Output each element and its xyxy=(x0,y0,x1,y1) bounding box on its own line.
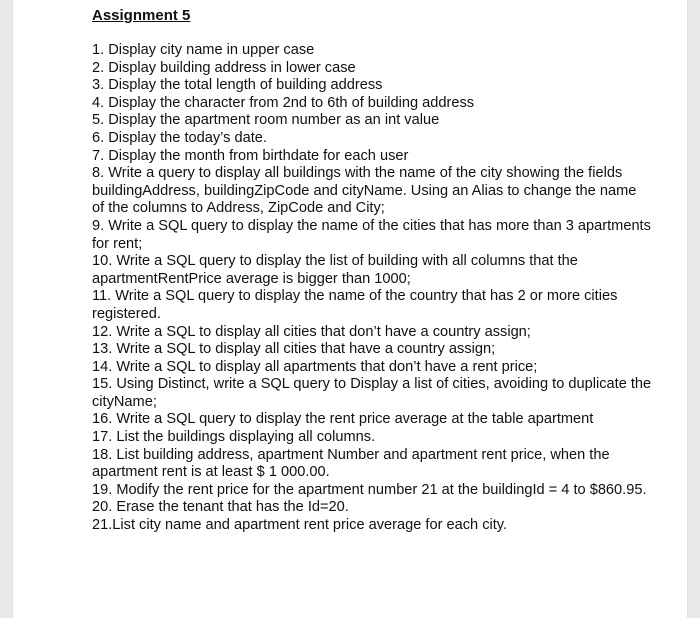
document-page xyxy=(13,0,687,618)
assignment-item: 14. Write a SQL to display all apartments that don’t have a rent price; xyxy=(92,358,538,375)
assignment-item: 3. Display the total length of building address xyxy=(92,77,383,94)
assignment-item: 1. Display city name in upper case xyxy=(92,42,315,58)
assignment-item: 17. List the buildings displaying all columns. xyxy=(92,429,376,446)
assignment-item: 9. Write a SQL query to display the name of the cities that has more than 3 apartments for rent; xyxy=(92,217,651,252)
assignment-item: 11. Write a SQL query to display the name of the country that has 2 or more cities registered. xyxy=(92,288,618,322)
assignment-item: 8. Write a query to display all buildings with the name of the city showing the fields buildingAddress, buildingZipCode and cityName. Using an Alias to change the name of the columns to Address, ZipCode and City; xyxy=(92,165,637,217)
assignment-item: 20. Erase the tenant that has the Id=20. xyxy=(92,499,349,516)
assignment-item: 6. Display the today’s date. xyxy=(92,129,267,146)
assignment-item: 16. Write a SQL query to display the rent price average at the table apartment xyxy=(92,411,594,428)
assignment-title: Assignment 5 xyxy=(92,7,191,24)
assignment-item: 13. Write a SQL to display all cities that have a country assign; xyxy=(92,341,496,358)
assignment-item: 15. Using Distinct, write a SQL query to Display a list of cities, avoiding to duplicate the cityName; xyxy=(92,376,652,410)
assignment-item: 2. Display building address in lower case xyxy=(92,59,356,76)
assignment-item: 5. Display the apartment room number as an int value xyxy=(92,112,440,129)
assignment-item: 7. Display the month from birthdate for each user xyxy=(92,147,409,164)
assignment-item: 21.List city name and apartment rent price average for each city. xyxy=(92,517,508,534)
assignment-item: 12. Write a SQL to display all cities that don’t have a country assign; xyxy=(92,323,531,340)
document-content xyxy=(92,6,652,535)
assignment-item: 19. Modify the rent price for the apartment number 21 at the buildingId = 4 to $860.95. xyxy=(92,481,647,498)
assignment-item: 10. Write a SQL query to display the list of building with all columns that the apartmentRentPrice average is bigger than 1000; xyxy=(92,253,578,287)
assignment-item: 4. Display the character from 2nd to 6th of building address xyxy=(92,94,475,111)
assignment-list xyxy=(92,42,652,535)
assignment-item: 18. List building address, apartment Number and apartment rent price, when the apartment rent is at least $ 1 000.00. xyxy=(92,446,610,481)
